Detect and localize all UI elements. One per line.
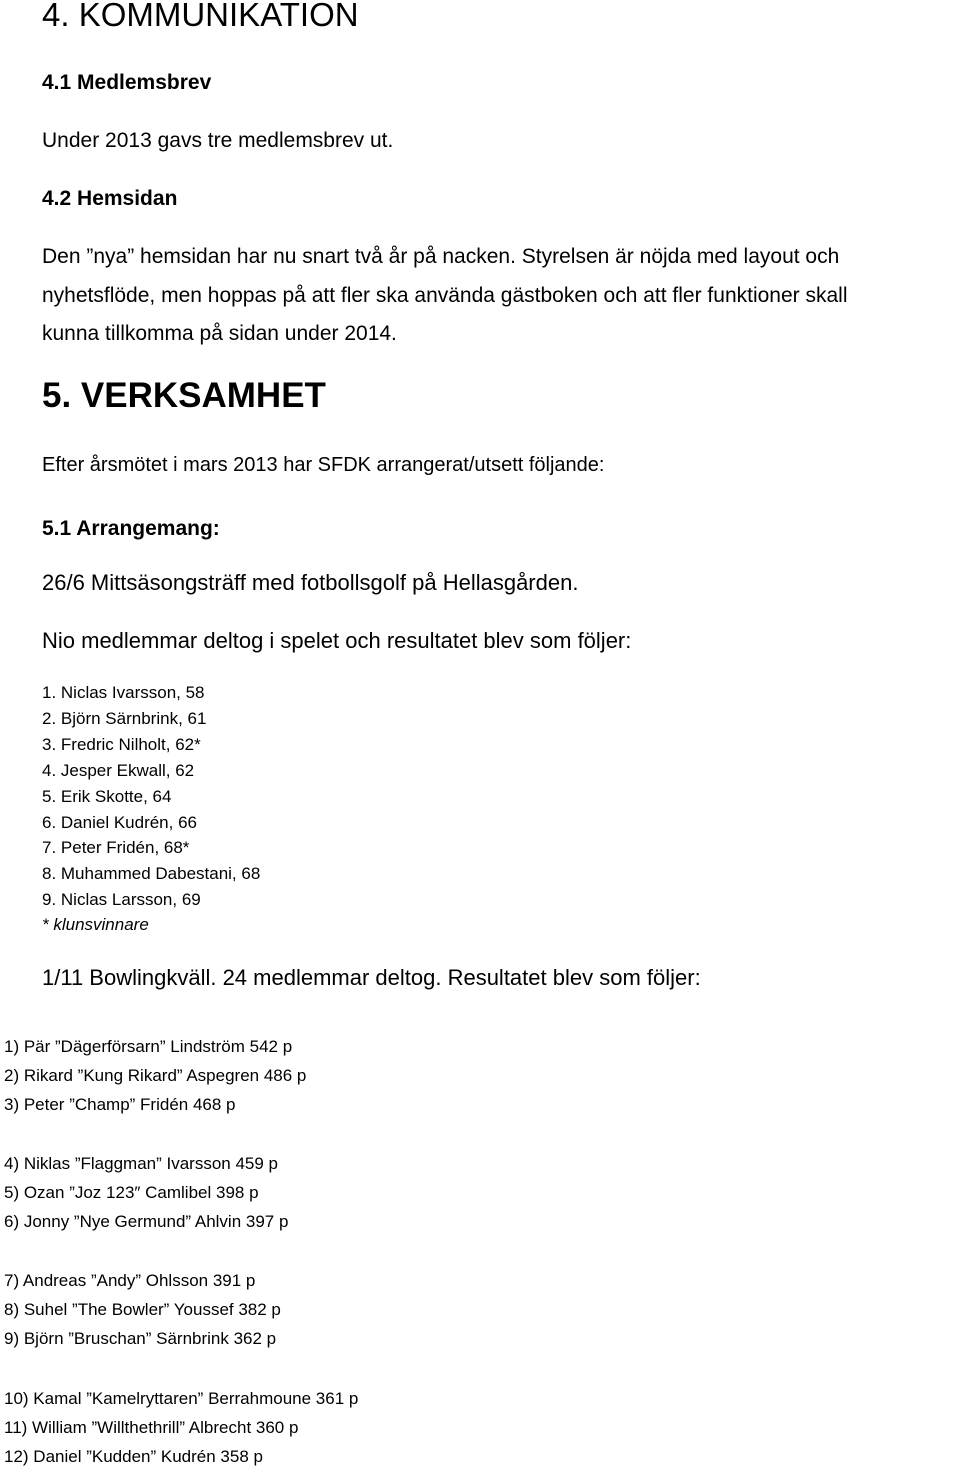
section-4-2-line: kunna tillkomma på sidan under 2014. [42, 322, 397, 345]
golf-result-item: 6. Daniel Kudrén, 66 [42, 813, 197, 832]
bowling-result-item: 8) Suhel ”The Bowler” Youssef 382 p [4, 1300, 281, 1319]
bowling-result-item: 12) Daniel ”Kudden” Kudrén 358 p [4, 1447, 263, 1466]
bowling-result-item: 7) Andreas ”Andy” Ohlsson 391 p [4, 1271, 256, 1290]
golf-event: 26/6 Mittsäsongsträff med fotbollsgolf på Hellasgården. [42, 570, 579, 595]
golf-result-item: 5. Erik Skotte, 64 [42, 787, 172, 806]
bowling-result-item: 10) Kamal ”Kamelryttaren” Berrahmoune 361 p [4, 1389, 359, 1408]
section-4-2-line: nyhetsflöde, men hoppas på att fler ska använda gästboken och att fler funktioner skall [42, 284, 848, 307]
section-5-intro: Efter årsmötet i mars 2013 har SFDK arrangerat/utsett följande: [42, 454, 605, 476]
section-4-title: 4. KOMMUNIKATION [42, 0, 359, 33]
section-4-2-line: Den ”nya” hemsidan har nu snart två år på nacken. Styrelsen är nöjda med layout och [42, 245, 840, 268]
bowling-result-item: 9) Björn ”Bruschan” Särnbrink 362 p [4, 1329, 277, 1348]
section-4-1-title: 4.1 Medlemsbrev [42, 71, 212, 94]
golf-result-item: 4. Jesper Ekwall, 62 [42, 761, 195, 780]
golf-result-item: 8. Muhammed Dabestani, 68 [42, 864, 261, 883]
golf-result-item: 1. Niclas Ivarsson, 58 [42, 683, 205, 702]
golf-result-item: 7. Peter Fridén, 68* [42, 838, 190, 857]
golf-result-item: 2. Björn Särnbrink, 61 [42, 709, 207, 728]
bowling-result-item: 3) Peter ”Champ” Fridén 468 p [4, 1095, 236, 1114]
section-5-title: 5. VERKSAMHET [42, 376, 326, 415]
bowling-result-item: 2) Rikard ”Kung Rikard” Aspegren 486 p [4, 1066, 307, 1085]
bowling-result-item: 4) Niklas ”Flaggman” Ivarsson 459 p [4, 1154, 279, 1173]
bowling-intro: 1/11 Bowlingkväll. 24 medlemmar deltog. Resultatet blev som följer: [42, 965, 701, 990]
section-5-1-title: 5.1 Arrangemang: [42, 517, 220, 540]
bowling-result-item: 1) Pär ”Dägerförsarn” Lindström 542 p [4, 1037, 293, 1056]
bowling-result-item: 11) William ”Willthethrill” Albrecht 360 p [4, 1418, 299, 1437]
golf-intro: Nio medlemmar deltog i spelet och resultatet blev som följer: [42, 628, 632, 653]
golf-note: * klunsvinnare [42, 915, 149, 934]
bowling-result-item: 5) Ozan ”Joz 123″ Camlibel 398 p [4, 1183, 259, 1202]
bowling-result-item: 6) Jonny ”Nye Germund” Ahlvin 397 p [4, 1212, 289, 1231]
section-4-1-text: Under 2013 gavs tre medlemsbrev ut. [42, 129, 394, 152]
section-4-2-title: 4.2 Hemsidan [42, 187, 178, 210]
golf-result-item: 3. Fredric Nilholt, 62* [42, 735, 201, 754]
golf-result-item: 9. Niclas Larsson, 69 [42, 890, 201, 909]
